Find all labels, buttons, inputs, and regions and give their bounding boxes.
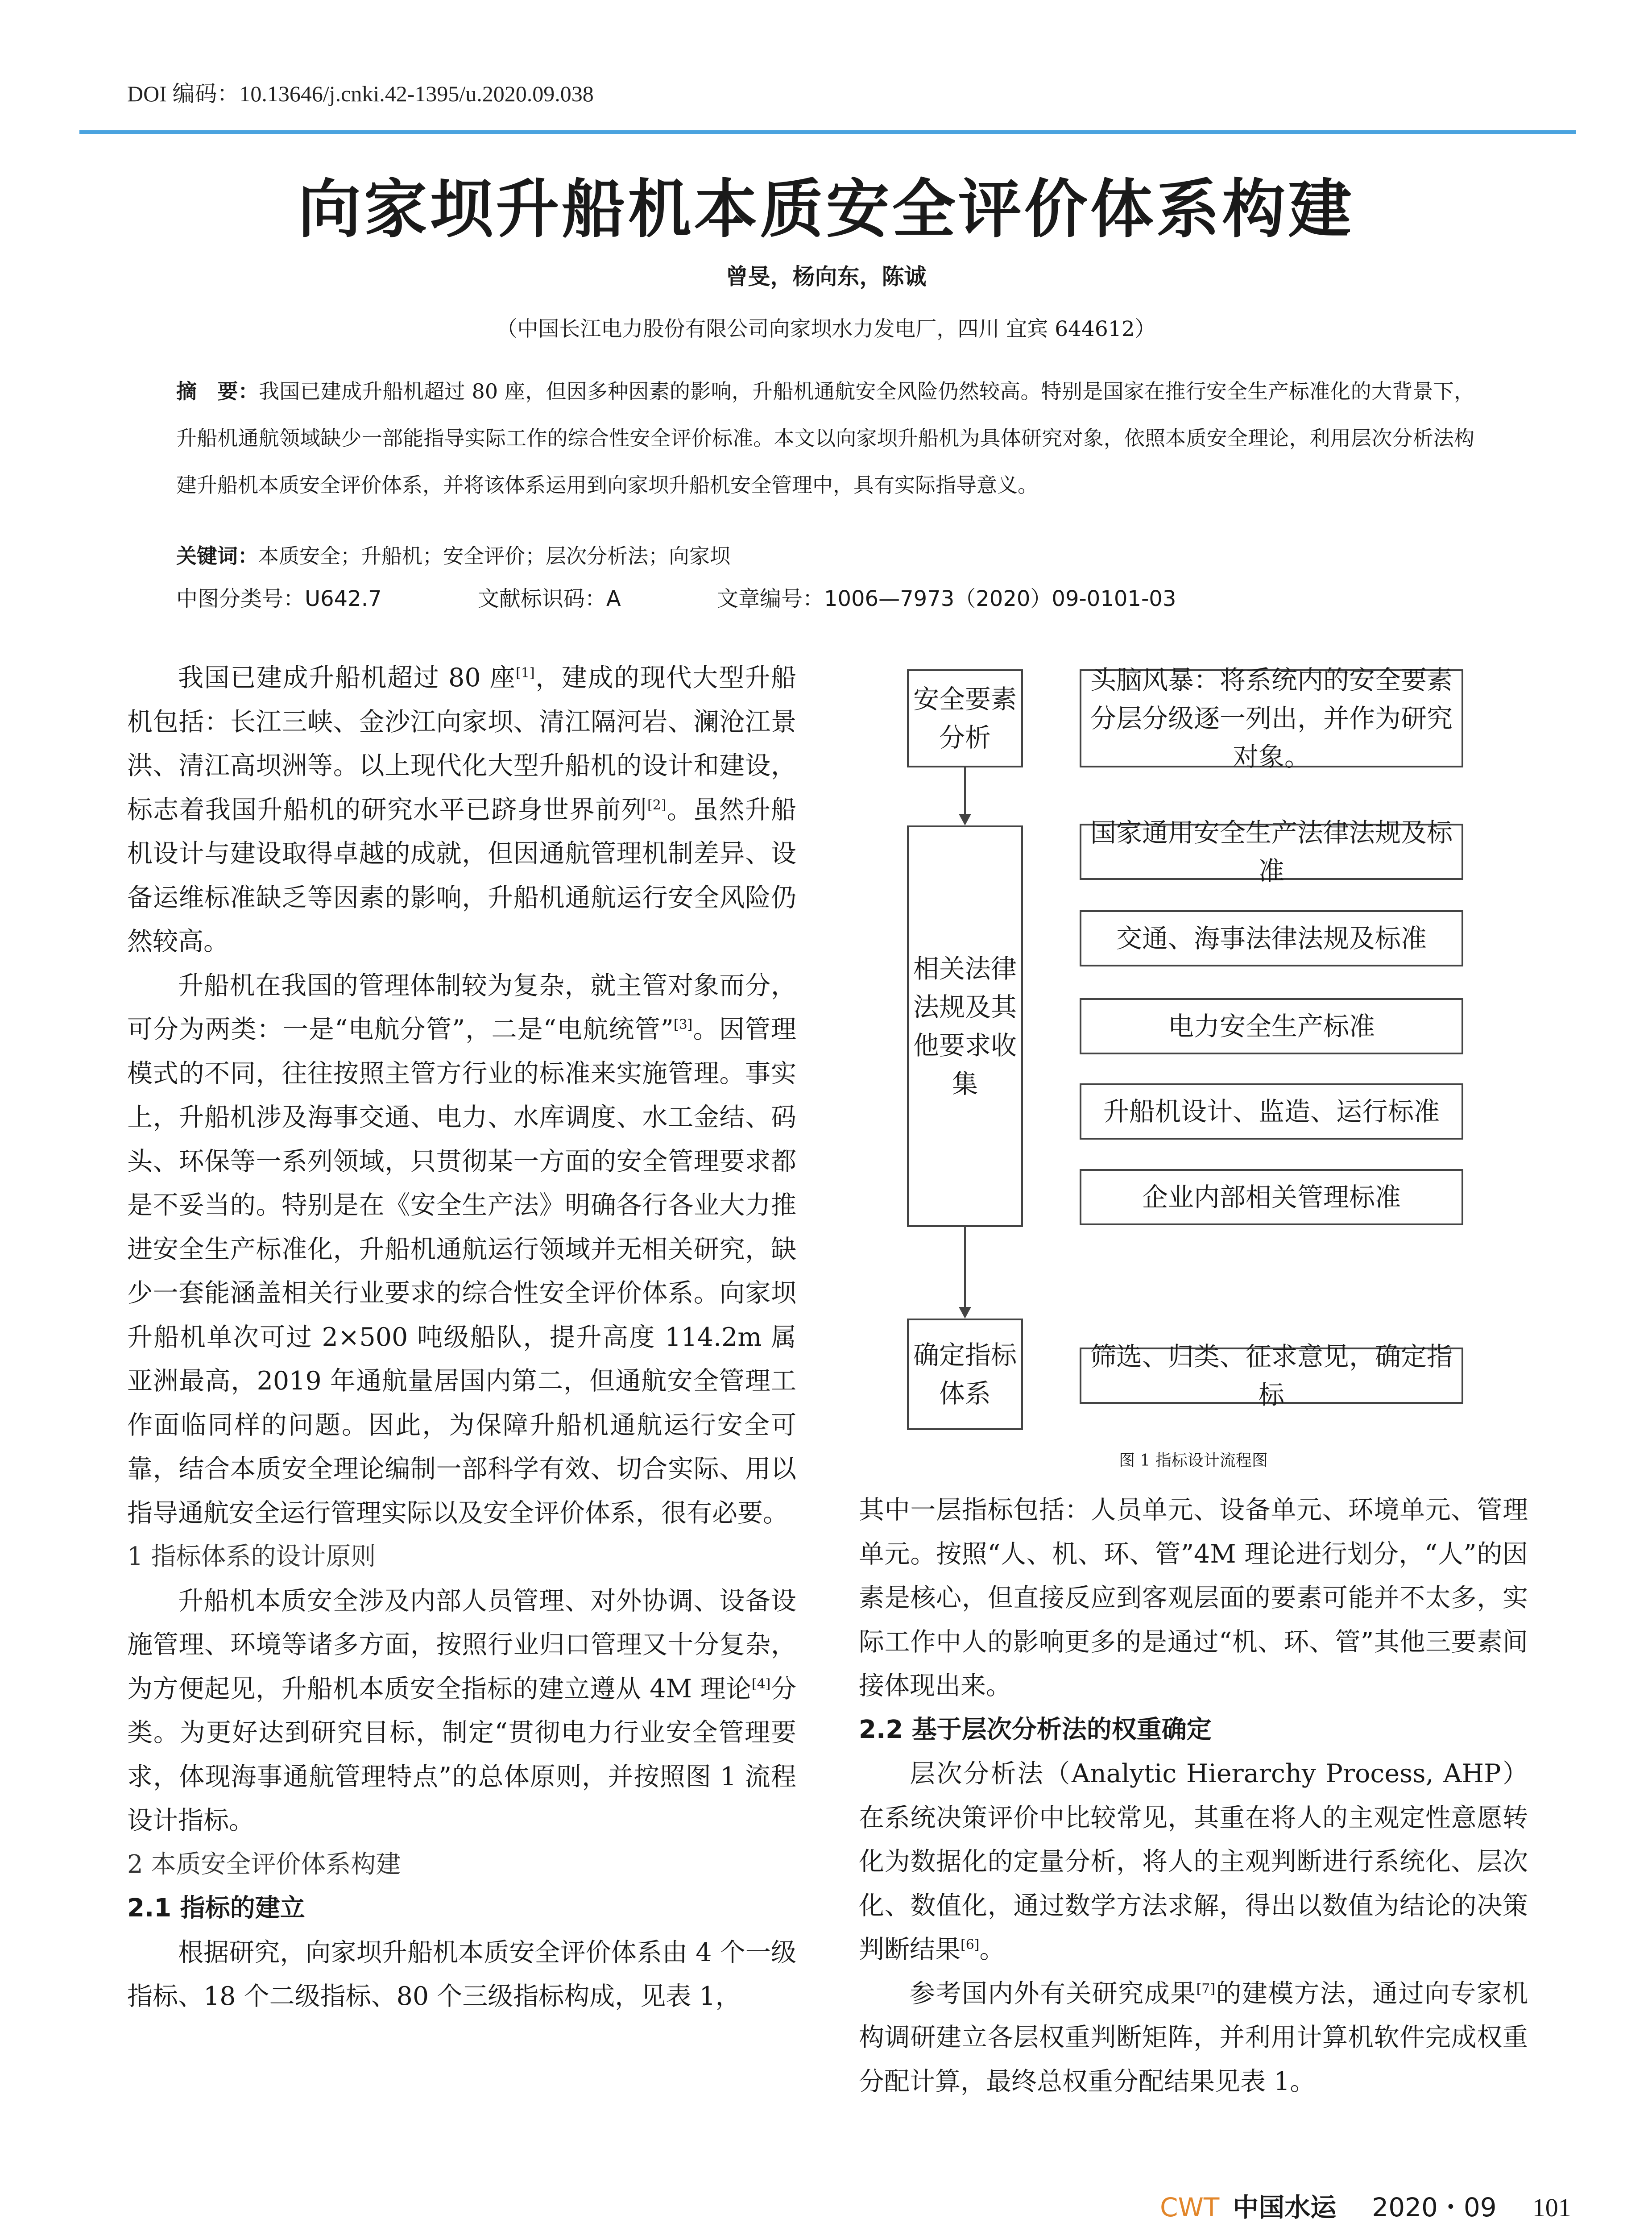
- subsection-heading-2-2: 2.2 基于层次分析法的权重确定: [859, 1715, 1212, 1744]
- article-title: 向家坝升船机本质安全评价体系构建: [298, 172, 1354, 246]
- citation: [1]: [516, 665, 535, 681]
- flow-arrow-line: [964, 767, 966, 814]
- magazine-name: 中国水运: [1233, 2192, 1337, 2223]
- flow-box-index-system: 确定指标体系: [907, 1319, 1023, 1430]
- subsection-heading-2-1: 2.1 指标的建立: [127, 1894, 305, 1923]
- flow-box-regulation-collection: 相关法律法规及其他要求收集: [907, 825, 1023, 1227]
- flow-arrow-head: [959, 1307, 971, 1319]
- citation: [2]: [647, 797, 667, 813]
- abstract-label: 摘 要：: [176, 379, 259, 403]
- page-number: 101: [1532, 2193, 1571, 2222]
- header-rule: [79, 130, 1576, 134]
- clc-number: 中图分类号：U642.7: [176, 586, 382, 611]
- right-column: [859, 1488, 1528, 2103]
- left-column: [127, 656, 796, 2019]
- article-number: 文章编号：1006—7973（2020）09-0101-03: [716, 586, 1176, 611]
- paragraph: 层次分析法（Analytic Hierarchy Process, AHP）在系统决策评价中比较常见，其重在将人的主观定性意愿转化为数据化的定量分析，将人的主观判断进行系统化、层次化、数值化，通过数学方法求解，得出以数值为结论的决策判断结果[6]。: [859, 1759, 1528, 1964]
- section-heading-2: 2 本质安全评价体系构建: [127, 1849, 401, 1879]
- page-footer: [1160, 2186, 1571, 2224]
- paragraph: 参考国内外有关研究成果[7]的建模方法，通过向专家机构调研建立各层权重判断矩阵，并利用计算机软件完成权重分配计算，最终总权重分配结果见表 1。: [859, 1978, 1528, 2096]
- flow-box-power-standards: 电力安全生产标准: [1080, 998, 1463, 1054]
- keywords-label: 关键词：: [176, 544, 258, 568]
- doi-code: DOI 编码：10.13646/j.cnki.42-1395/u.2020.09.038: [127, 81, 594, 106]
- article-authors: 曾旻，杨向东，陈诚: [725, 264, 927, 290]
- issue-date: 2020・09: [1372, 2192, 1497, 2223]
- flow-box-national-regulations: 国家通用安全生产法律法规及标准: [1080, 824, 1463, 880]
- paragraph: 升船机本质安全涉及内部人员管理、对外协调、设备设施管理、环境等诸多方面，按照行业归口管理又十分复杂，为方便起见，升船机本质安全指标的建立遵从 4M 理论[4]分类。为更好达到研究目标，制定“贯彻电力行业安全管理要求，体现海事通航管理特点”的总体原则，并按照图 1 流程设计指标。: [127, 1586, 796, 1835]
- paragraph: 根据研究，向家坝升船机本质安全评价体系由 4 个一级指标、18 个二级指标、80 个三级指标构成，见表 1，: [127, 1937, 796, 2011]
- abstract-text: 我国已建成升船机超过 80 座，但因多种因素的影响，升船机通航安全风险仍然较高。特别是国家在推行安全生产标准化的大背景下，升船机通航领域缺少一部能指导实际工作的综合性安全评价标准。本文以向家坝升船机为具体研究对象，依照本质安全理论，利用层次分析法构建升船机本质安全评价体系，并将该体系运用到向家坝升船机安全管理中，具有实际指导意义。: [176, 379, 1474, 497]
- abstract: [176, 368, 1474, 509]
- flow-box-shiplift-standards: 升船机设计、监造、运行标准: [1080, 1083, 1463, 1140]
- article-affiliation: （中国长江电力股份有限公司向家坝水力发电厂，四川 宜宾 644612）: [496, 317, 1156, 341]
- flow-arrow-line: [964, 1227, 966, 1307]
- flow-box-brainstorm: 头脑风暴：将系统内的安全要素分层分级逐一列出，并作为研究对象。: [1080, 669, 1463, 767]
- citation: [7]: [1196, 1981, 1216, 1997]
- keywords-text: 本质安全；升船机；安全评价；层次分析法；向家坝: [258, 544, 730, 568]
- citation: [4]: [751, 1676, 771, 1692]
- flow-box-internal-standards: 企业内部相关管理标准: [1080, 1169, 1463, 1225]
- paragraph: 其中一层指标包括：人员单元、设备单元、环境单元、管理单元。按照“人、机、环、管”4M 理论进行划分，“人”的因素是核心，但直接反应到客观层面的要素可能并不太多，实际工作中人的影响更多的是通过“机、环、管”其他三要素间接体现出来。: [859, 1495, 1528, 1700]
- flow-arrow-head: [959, 814, 971, 825]
- figure-caption: 图 1 指标设计流程图: [1119, 1451, 1268, 1470]
- brand-logo: CWT: [1160, 2192, 1220, 2223]
- section-heading-1: 1 指标体系的设计原则: [127, 1542, 376, 1571]
- paragraph: 我国已建成升船机超过 80 座[1]，建成的现代大型升船机包括：长江三峡、金沙江向家坝、清江隔河岩、澜沧江景洪、清江高坝洲等。以上现代化大型升船机的设计和建设，标志着我国升船机的研究水平已跻身世界前列[2]。虽然升船机设计与建设取得卓越的成就，但因通航管理机制差异、设备运维标准缺乏等因素的影响，升船机通航运行安全风险仍然较高。: [127, 663, 796, 956]
- flow-box-screening: 筛选、归类、征求意见，确定指标: [1080, 1348, 1463, 1404]
- flow-box-safety-analysis: 安全要素分析: [907, 669, 1023, 767]
- flow-box-maritime-regulations: 交通、海事法律法规及标准: [1080, 910, 1463, 966]
- citation: [3]: [673, 1017, 693, 1033]
- classification-line: [176, 581, 1176, 612]
- paragraph: 升船机在我国的管理体制较为复杂，就主管对象而分，可分为两类：一是“电航分管”，二是“电航统管”[3]。因管理模式的不同，往往按照主管方行业的标准来实施管理。事实上，升船机涉及海事交通、电力、水库调度、水工金结、码头、环保等一系列领域，只贯彻某一方面的安全管理要求都是不妥当的。特别是在《安全生产法》明确各行各业大力推进安全生产标准化，升船机通航运行领域并无相关研究，缺少一套能涵盖相关行业要求的综合性安全评价体系。向家坝升船机单次可过 2×500 吨级船队，提升高度 114.2m 属亚洲最高，2019 年通航量居国内第二，但通航安全管理工作面临同样的问题。因此，为保障升船机通航运行安全可靠，结合本质安全理论编制一部科学有效、切合实际、用以指导通航安全运行管理实际以及安全评价体系，很有必要。: [127, 970, 796, 1528]
- keywords: [176, 540, 730, 569]
- citation: [6]: [961, 1937, 980, 1953]
- document-code: 文献标识码：A: [477, 586, 621, 611]
